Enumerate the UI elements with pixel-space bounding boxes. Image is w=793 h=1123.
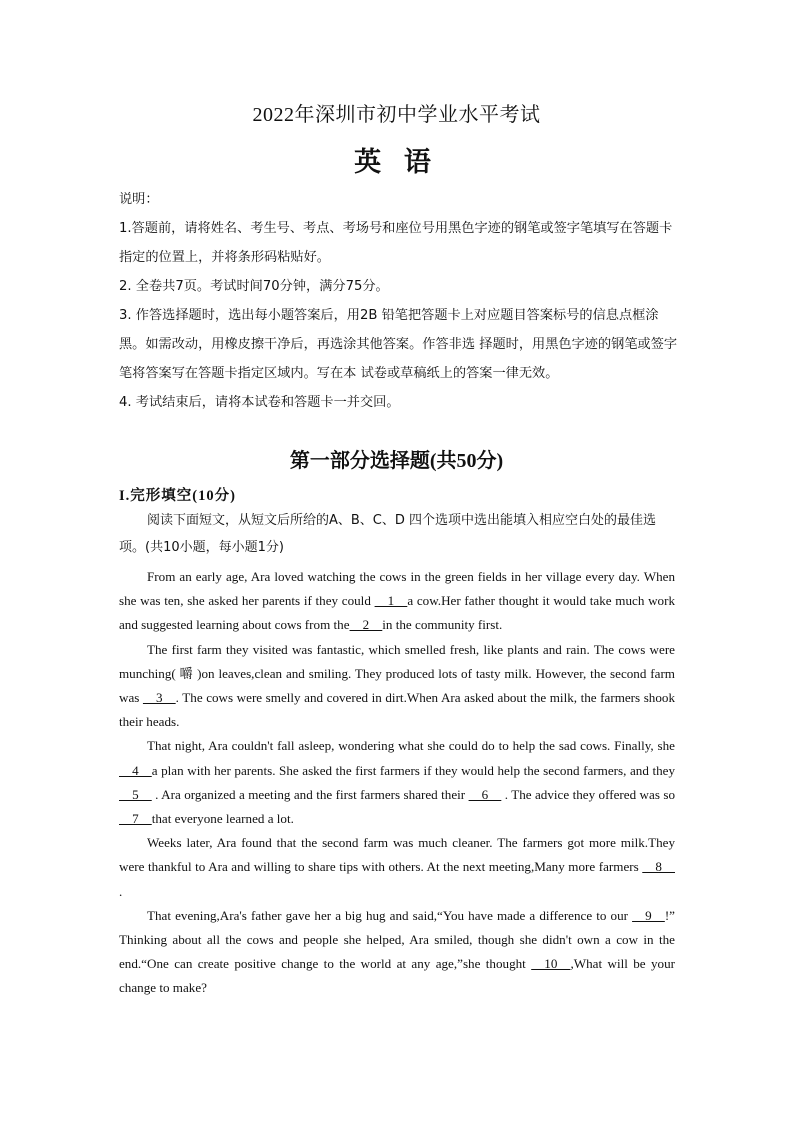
passage-paragraph-3	[119, 734, 675, 831]
instruction-item-3: 3. 作答选择题时，选出每小题答案后，用2B 铅笔把答题卡上对应题目答案标号的信息点框涂黑。如需改动，用橡皮擦干净后，再选涂其他答案。作答非选 择题时，用黑色字迹的钢笔或签字笔将答案写在答题卡指定区域内。写在本 试卷或草稿纸上的答案一律无效。	[119, 308, 678, 381]
passage-text: ,What will be your change to make?	[119, 956, 675, 996]
blank-7: 7	[119, 811, 152, 827]
passage-text: That evening,Ara's father gave her a big hug and said,“You have made a difference to our	[147, 907, 633, 923]
passage-text: That night, Ara couldn't fall asleep, wondering what she could do to help the sad cows. Finally, she	[147, 738, 675, 754]
instructions-heading: 说明：	[119, 192, 159, 207]
passage-text: . The cows were smelly and covered in dirt.When Ara asked about the milk, the farmers shook their heads.	[119, 690, 675, 730]
passage-paragraph-2	[119, 638, 675, 735]
passage-text: The first farm they visited was fantastic, which smelled fresh, like plants and rain. The cows were munching( 嚼 )on leaves,clean and smiling. They produced lots of tasty milk. However, the second farm was	[119, 641, 675, 706]
instruction-item-2: 2. 全卷共7页。考试时间70分钟，满分75分。	[119, 279, 389, 294]
passage-text: Weeks later, Ara found that the second farm was much cleaner. The farmers got more milk.They were thankful to Ara and willing to share tips with others. At the next meeting,Many more farmers	[119, 835, 675, 875]
blank-8: 8	[642, 859, 675, 875]
passage-text: a plan with her parents. She asked the first farmers if they would help the second farmers, and they	[151, 762, 675, 778]
passage-text: .	[119, 883, 123, 899]
blank-9: 9	[632, 907, 665, 923]
blank-4: 4	[119, 762, 152, 778]
passage-text: . The advice they offered was so	[501, 786, 675, 802]
blank-10: 10	[531, 956, 571, 972]
instructions	[119, 185, 679, 417]
instruction-item-1: 1.答题前，请将姓名、考生号、考点、考场号和座位号用黑色字迹的钢笔或签字笔填写在答题卡指定的位置上，并将条形码粘贴好。	[119, 221, 673, 265]
subject-title: 英 语	[354, 147, 439, 177]
blank-2: 2	[349, 617, 383, 633]
passage-text: that everyone learned a lot.	[151, 811, 294, 827]
passage-text: a cow.Her father thought it would take much work and suggested learning about cows from the	[119, 593, 675, 633]
passage-paragraph-1	[119, 565, 675, 638]
passage-text: in the community first.	[382, 617, 503, 633]
cloze-passage	[119, 565, 675, 1001]
blank-6: 6	[468, 786, 502, 802]
passage-paragraph-5	[119, 904, 675, 1001]
part-directions: 阅读下面短文，从短文后所给的A、B、C、D 四个选项中选出能填入相应空白处的最佳选项。(共10小题，每小题1分)	[119, 513, 657, 555]
section-title: 第一部分选择题(共50分)	[289, 450, 504, 472]
instruction-item-4: 4. 考试结束后，请将本试卷和答题卡一并交回。	[119, 395, 400, 410]
part-title: I.完形填空(10分)	[119, 488, 236, 504]
passage-text: !” Thinking about all the cows and people she helped, Ara smiled, though she didn't own a cow in the end.“One can create positive change to the world at any age,”she thought	[119, 907, 675, 972]
passage-text: From an early age, Ara loved watching the cows in the green fields in her village every day. When she was ten, she asked her parents if they could	[119, 569, 675, 609]
passage-paragraph-4	[119, 831, 675, 904]
blank-5: 5	[119, 786, 152, 802]
blank-1: 1	[374, 593, 408, 609]
blank-3: 3	[142, 690, 176, 706]
exam-title: 2022年深圳市初中学业水平考试	[252, 104, 541, 126]
passage-text: . Ara organized a meeting and the first farmers shared their	[151, 786, 469, 802]
